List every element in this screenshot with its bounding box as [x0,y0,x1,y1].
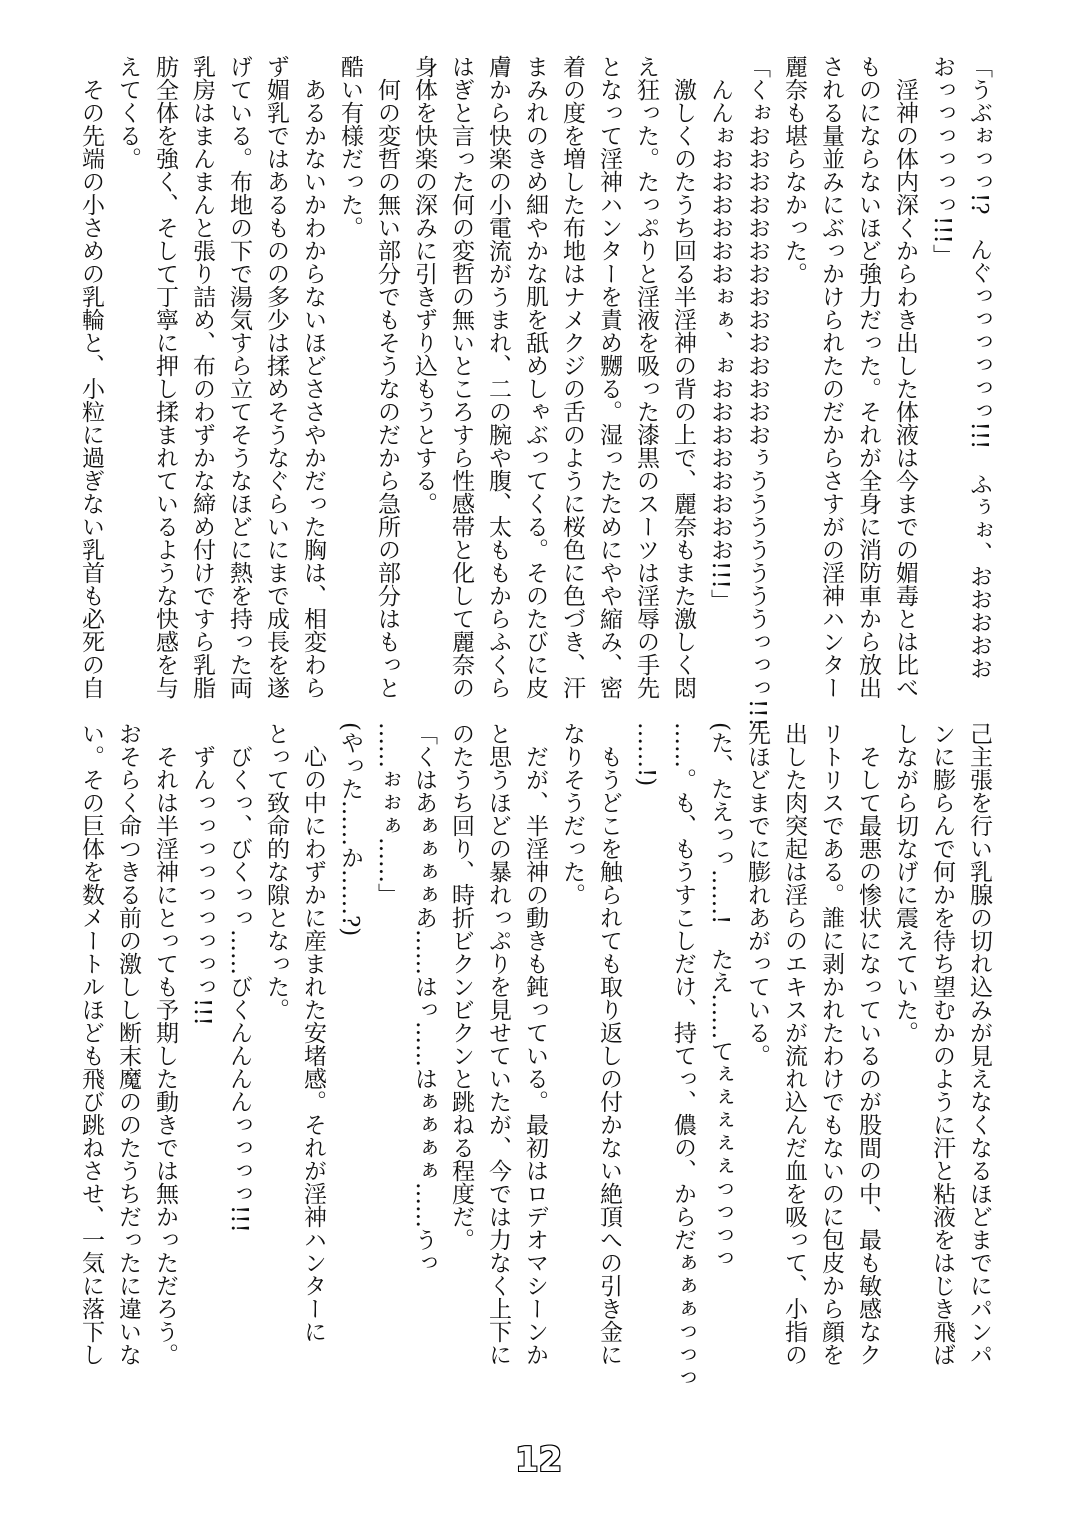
text-line: あるかないかわからないほどささやかだった胸は、相変わら [300,55,326,699]
text-line: のたうち回り、時折ビクンビクンと跳ねる程度だ。 [448,722,474,1251]
text-line: おっっっっっっ!!!」 [929,55,955,267]
text-line: その先端の小さめの乳輪と、小粒に過ぎない乳首も必死の自 [78,55,104,699]
text-line: される量並みにぶっかけられたのだからさすがの淫神ハンター [818,55,844,699]
text-line: 己主張を行い乳腺の切れ込みが見えなくなるほどまでにパンパ [966,722,992,1366]
text-line: 身体を快楽の深みに引きずり込もうとする。 [411,55,437,515]
text-line: い。その巨体を数メートルほども飛び跳ねさせ、一気に落下し [78,722,104,1366]
text-block-lower [72,722,997,1389]
text-line: とって致命的な隙となった。 [263,722,289,1021]
text-line: ものにならないほど強力だった。それが全身に消防車から放出 [855,55,881,699]
text-line: もうどこを触られても取り返しの付かない絶頂への引き金に [596,722,622,1366]
text-line: となって淫神ハンターを責め嬲る。湿ったためにやや縮み、密 [596,55,622,699]
text-line: (た、たえっっ……! たえ……てぇぇぇぇぇっっっっ [707,722,733,1270]
text-line: まみれのきめ細やかな肌を舐めしゃぶってくる。そのたびに皮 [522,55,548,699]
text-line: 「くはあぁぁぁぁあ……はっ……はぁぁぁぁ……うっ [411,722,437,1274]
text-block-upper [72,55,997,727]
text-line: しながら切なげに震えていた。 [892,722,918,1044]
text-line: 淫神の体内深くからわき出した体液は今までの媚毒とは比べ [892,55,918,699]
text-line: ンに膨らんで何かを待ち望むかのように汗と粘液をはじき飛ば [929,722,955,1366]
text-line: ずんっっっっっっっっっ!!! [189,722,215,1026]
text-line: だが、半淫神の動きも鈍っている。最初はロデオマシーンか [522,722,548,1366]
text-line: びくっ、びくっっ……びくんんんんっっっっ!!! [226,722,252,1233]
text-line: リトリスである。誰に剥かれたわけでもないのに包皮から顔を [818,722,844,1366]
text-line: 「くぉおおおおおおおおおおおおおおぅうううううううっっっ!!! [744,55,770,727]
text-line: 「うぶぉっっ!? んぐっっっっっっ!!! ふぅぉ、おおおおお [966,55,992,680]
text-line: んんぉおおおおおおぉぁ、ぉおおおおおおおお!!!」 [707,55,733,612]
text-line: はぎと言った何の変哲の無いところすら性感帯と化して麗奈の [448,55,474,699]
text-line: (やった……か……?) [337,722,363,937]
text-line: 出した肉突起は淫らのエキスが流れ込んだ血を吸って、小指の [781,722,807,1366]
text-line: それは半淫神にとっても予期した動きでは無かっただろう。 [152,722,178,1366]
text-line: えてくる。 [115,55,141,170]
text-line: ず媚乳ではあるものの多少は揉めそうなぐらいにまで成長を遂 [263,55,289,699]
text-line: 膚から快楽の小電流がうまれ、二の腕や腹、太ももからふくら [485,55,511,699]
text-line: 乳房はまんまんと張り詰め、布のわずかな締め付けですら乳脂 [189,55,215,699]
text-line: ……。も、もうすこしだけ、持てっ、儂の、からだぁぁぁっっっ [670,722,696,1389]
text-line: 何の変哲の無い部分でもそうなのだから急所の部分はもっと [374,55,400,699]
text-line: 酷い有様だった。 [337,55,363,239]
text-line: 着の度を増した布地はナメクジの舌のように桜色に色づき、汗 [559,55,585,699]
text-line: え狂った。たっぷりと淫液を吸った漆黒のスーツは淫辱の手先 [633,55,659,699]
page-number: 12 [515,1440,563,1480]
text-line: ……!) [633,722,659,787]
text-line: なりそうだった。 [559,722,585,906]
text-line: 心の中にわずかに産まれた安堵感。それが淫神ハンターに [300,722,326,1343]
text-line: ……ぉぉぁ……」 [374,722,400,906]
text-line: おそらく命つきる前の激しし断末魔ののたうちだったに違いな [115,722,141,1366]
text-line: 激しくのたうち回る半淫神の背の上で、麗奈もまた激しく悶 [670,55,696,699]
text-line: 麗奈も堪らなかった。 [781,55,807,285]
text-line: そして最悪の惨状になっているのが股間の中、最も敏感なク [855,722,881,1366]
text-line: 先ほどまでに膨れあがっている。 [744,722,770,1067]
text-line: と思うほどの暴れっぷりを見せていたが、今では力なく上下に [485,722,511,1366]
text-line: 肪全体を強く、そして丁寧に押し揉まれているような快感を与 [152,55,178,699]
text-line: げている。布地の下で湯気すら立てそうなほどに熱を持った両 [226,55,252,699]
